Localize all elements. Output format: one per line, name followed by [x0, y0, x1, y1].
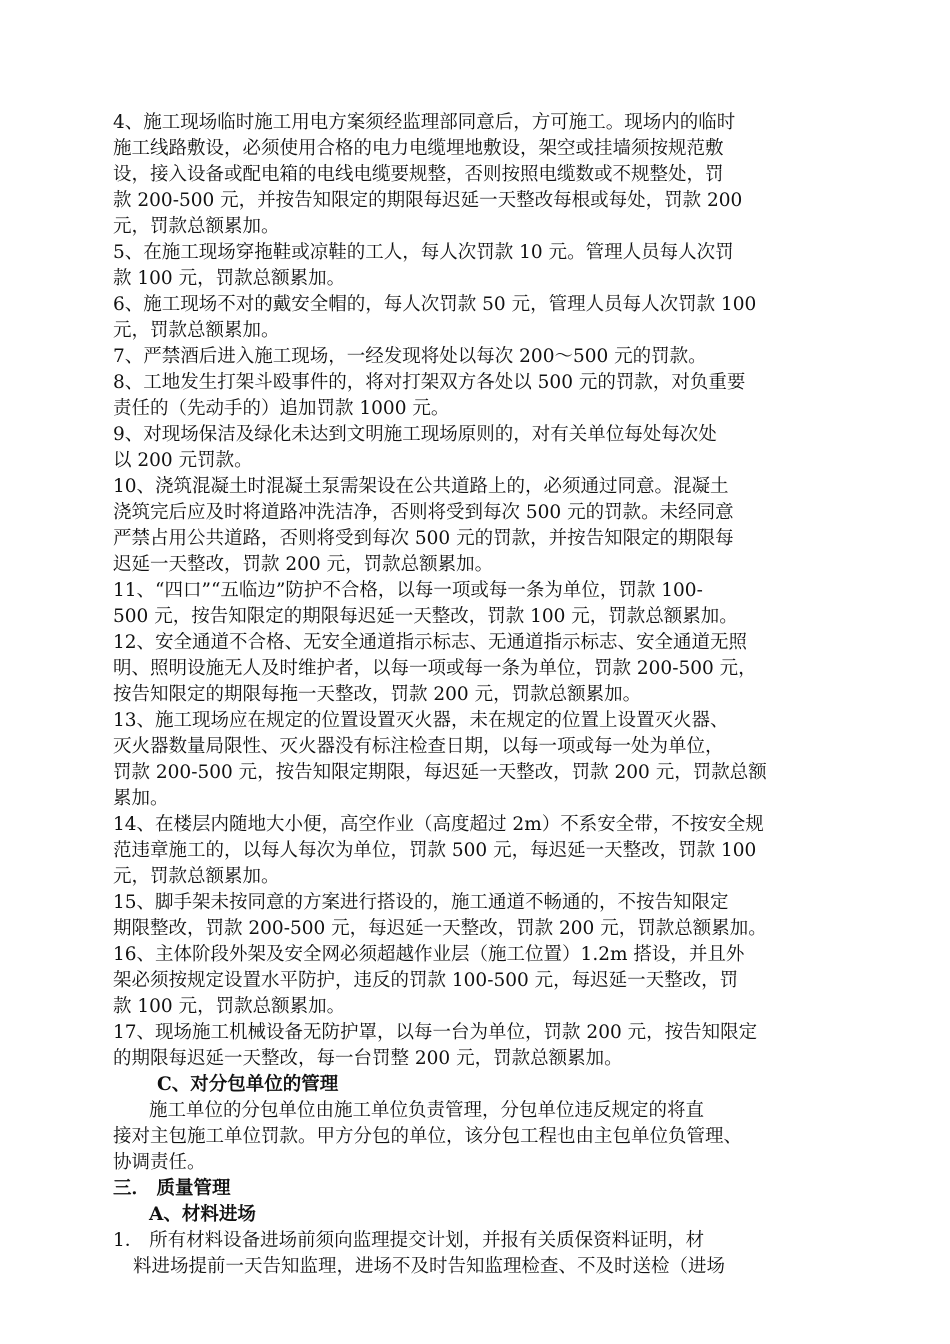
paragraph-line: 责任的（先动手的）追加罚款 1000 元。: [113, 398, 450, 419]
paragraph-line: 12、安全通道不合格、无安全通道指示标志、无通道指示标志、安全通道无照: [113, 632, 748, 653]
paragraph-line: 架必须按规定设置水平防护，违反的罚款 100-500 元，每迟延一天整改，罚: [113, 970, 739, 991]
paragraph-line: 10、浇筑混凝土时混凝土泵需架设在公共道路上的，必须通过同意。混凝土: [113, 476, 729, 497]
paragraph-line: 接对主包施工单位罚款。甲方分包的单位，该分包工程也由主包单位负管理、: [113, 1126, 743, 1147]
paragraph-line: 严禁占用公共道路，否则将受到每次 500 元的罚款，并按告知限定的期限每: [113, 528, 734, 549]
paragraph-line: 协调责任。: [113, 1152, 206, 1173]
paragraph-line: 的期限每迟延一天整改，每一台罚整 200 元，罚款总额累加。: [113, 1048, 623, 1069]
paragraph-line: 13、施工现场应在规定的位置设置灭火器，未在规定的位置上设置灭火器、: [113, 710, 729, 731]
paragraph-line: 范违章施工的，以每人每次为单位，罚款 500 元，每迟延一天整改，罚款 100: [113, 840, 757, 861]
paragraph-line: 元，罚款总额累加。: [113, 216, 280, 237]
paragraph-line: 17、现场施工机械设备无防护罩，以每一台为单位，罚款 200 元，按告知限定: [113, 1022, 758, 1043]
paragraph-line: 元，罚款总额累加。: [113, 866, 280, 887]
paragraph-line: 迟延一天整改，罚款 200 元，罚款总额累加。: [113, 554, 494, 575]
paragraph-line: 元，罚款总额累加。: [113, 320, 280, 341]
paragraph-line: 6、施工现场不对的戴安全帽的，每人次罚款 50 元，管理人员每人次罚款 100: [113, 294, 757, 315]
paragraph-line: 明、照明设施无人及时维护者，以每一项或每一条为单位，罚款 200-500 元，: [113, 658, 757, 679]
paragraph-line: 累加。: [113, 788, 169, 809]
paragraph-line: 500 元，按告知限定的期限每迟延一天整改，罚款 100 元，罚款总额累加。: [113, 606, 738, 627]
section-heading-c: C、对分包单位的管理: [157, 1074, 339, 1095]
list-item-line: 1． 所有材料设备进场前须向监理提交计划，并报有关质保资料证明，材: [113, 1230, 705, 1251]
paragraph-line: 4、施工现场临时施工用电方案须经监理部同意后，方可施工。现场内的临时: [113, 112, 736, 133]
paragraph-line: 5、在施工现场穿拖鞋或凉鞋的工人，每人次罚款 10 元。管理人员每人次罚: [113, 242, 734, 263]
paragraph-line: 16、主体阶段外架及安全网必须超越作业层（施工位置）1.2m 搭设，并且外: [113, 944, 745, 965]
paragraph-line: 款 100 元，罚款总额累加。: [113, 268, 346, 289]
paragraph-line: 以 200 元罚款。: [113, 450, 253, 471]
paragraph-line: 浇筑完后应及时将道路冲洗洁净，否则将受到每次 500 元的罚款。未经同意: [113, 502, 734, 523]
paragraph-line: 7、严禁酒后进入施工现场，一经发现将处以每次 200～500 元的罚款。: [113, 346, 707, 367]
list-item-line: 料进场提前一天告知监理，进场不及时告知监理检查、不及时送检（进场: [133, 1256, 726, 1277]
paragraph-line: 罚款 200-500 元，按告知限定期限，每迟延一天整改，罚款 200 元，罚款总额: [113, 762, 767, 783]
section-heading-materials: A、材料进场: [149, 1204, 256, 1225]
paragraph-line: 8、工地发生打架斗殴事件的，将对打架双方各处以 500 元的罚款，对负重要: [113, 372, 746, 393]
paragraph-line: 施工单位的分包单位由施工单位负责管理，分包单位违反规定的将直: [149, 1100, 705, 1121]
paragraph-line: 款 100 元，罚款总额累加。: [113, 996, 346, 1017]
paragraph-line: 款 200-500 元，并按告知限定的期限每迟延一天整改每根或每处，罚款 200: [113, 190, 743, 211]
paragraph-line: 施工线路敷设，必须使用合格的电力电缆埋地敷设，架空或挂墙须按规范敷: [113, 138, 724, 159]
paragraph-line: 按告知限定的期限每拖一天整改，罚款 200 元，罚款总额累加。: [113, 684, 642, 705]
paragraph-line: 期限整改，罚款 200-500 元，每迟延一天整改，罚款 200 元，罚款总额累加。: [113, 918, 767, 939]
paragraph-line: 15、脚手架未按同意的方案进行搭设的，施工通道不畅通的，不按告知限定: [113, 892, 729, 913]
paragraph-line: 设，接入设备或配电箱的电线电缆要规整，否则按照电缆数或不规整处，罚: [113, 164, 724, 185]
paragraph-line: 11、“四口”“五临边”防护不合格，以每一项或每一条为单位，罚款 100-: [113, 580, 703, 601]
section-heading-quality: 三． 质量管理: [113, 1178, 231, 1199]
paragraph-line: 14、在楼层内随地大小便，高空作业（高度超过 2m）不系安全带，不按安全规: [113, 814, 764, 835]
paragraph-line: 9、对现场保洁及绿化未达到文明施工现场原则的，对有关单位每处每次处: [113, 424, 717, 445]
paragraph-line: 灭火器数量局限性、灭火器没有标注检查日期，以每一项或每一处为单位，: [113, 736, 724, 757]
